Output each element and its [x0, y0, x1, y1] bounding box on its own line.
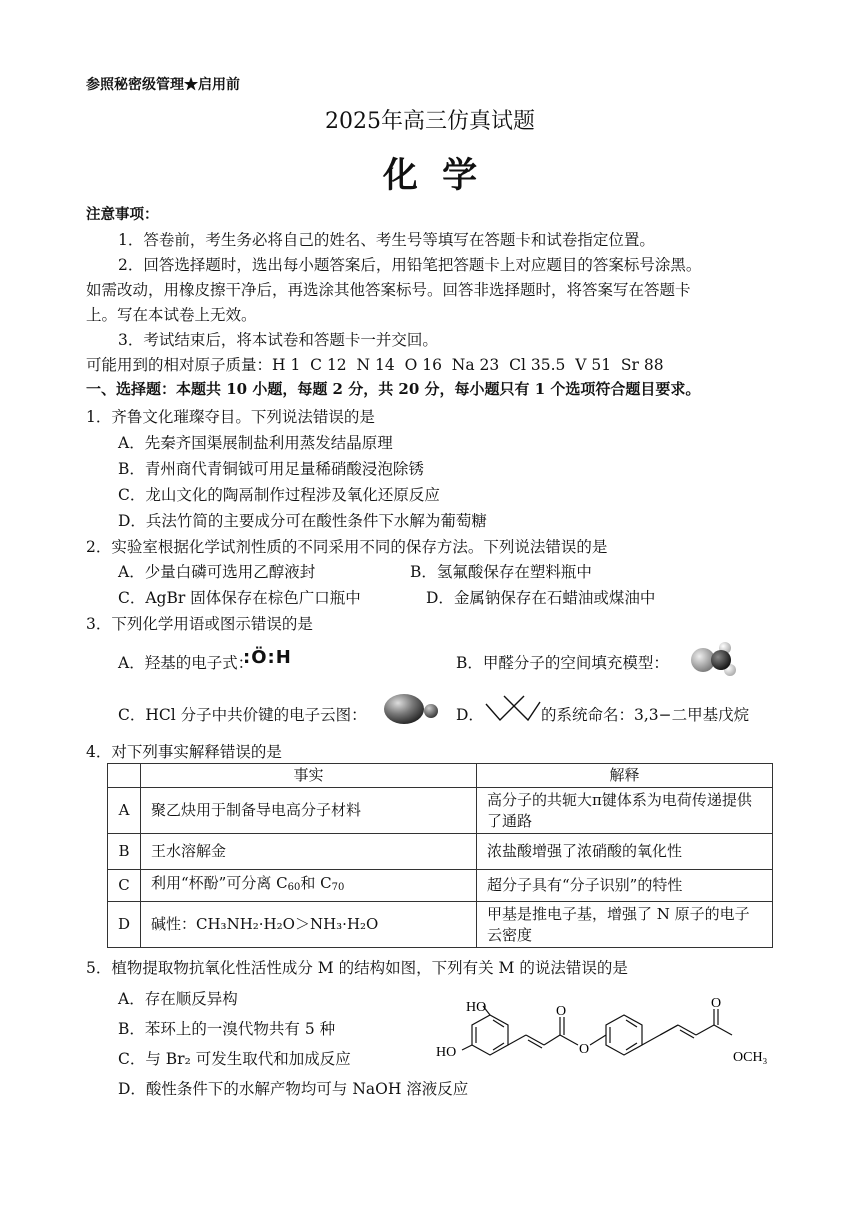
q3-option-c: C．HCl 分子中共价键的电子云图： — [118, 706, 367, 724]
row-fact: 王水溶解金 — [141, 834, 477, 870]
q3-option-a: A．羟基的电子式： — [118, 654, 254, 672]
row-fact — [141, 870, 477, 902]
q2-option-c: C．AgBr 固体保存在棕色广口瓶中 — [118, 589, 361, 607]
ho-label-top: HO — [466, 1000, 487, 1015]
q2-option-d: D．金属钠保存在石蜡油或煤油中 — [426, 589, 656, 607]
row-letter: A — [108, 788, 141, 834]
formaldehyde-space-filling-model — [688, 640, 740, 680]
row-letter: B — [108, 834, 141, 870]
carbonyl-o-label: O — [556, 1004, 567, 1019]
skeletal-formula-image — [484, 694, 542, 726]
header-reason: 解释 — [477, 764, 773, 788]
q3-stem: 3．下列化学用语或图示错误的是 — [86, 615, 313, 633]
notes-item-3: 3．考试结束后，将本试卷和答题卡一并交回。 — [118, 331, 438, 349]
q3-option-b: B．甲醛分子的空间填充模型： — [456, 654, 669, 672]
q5-option-b: B．苯环上的一溴代物共有 5 种 — [118, 1020, 336, 1038]
notes-heading: 注意事项： — [86, 206, 159, 223]
q4-table — [107, 763, 773, 948]
subscript: 60 — [287, 882, 301, 893]
notes-item-2-line1: 2．回答选择题时，选出每小题答案后，用铅笔把答题卡上对应题目的答案标号涂黑。 — [118, 256, 702, 274]
q5-stem: 5．植物提取物抗氧化性活性成分 M 的结构如图，下列有关 M 的说法错误的是 — [86, 959, 628, 977]
header-fact: 事实 — [141, 764, 477, 788]
q3-option-d-suffix: 的系统命名：3,3−二甲基戊烷 — [541, 706, 750, 724]
notes-item-1: 1．答卷前，考生务必将自己的姓名、考生号等填写在答题卡和试卷指定位置。 — [118, 231, 655, 249]
row-fact: 碱性：CH₃NH₂·H₂O＞NH₃·H₂O — [141, 902, 477, 948]
q1-option-c: C．龙山文化的陶鬲制作过程涉及氧化还原反应 — [118, 486, 440, 504]
notes-item-2-line3: 上。写在本试卷上无效。 — [86, 306, 257, 324]
q2-option-a: A．少量白磷可选用乙醇液封 — [118, 563, 316, 581]
row-reason: 甲基是推电子基，增强了 N 原子的电子云密度 — [477, 902, 773, 948]
header-blank — [108, 764, 141, 788]
table-row — [108, 788, 773, 834]
row-reason: 超分子具有“分子识别”的特性 — [477, 870, 773, 902]
q1-option-a: A．先秦齐国渠展制盐利用蒸发结晶原理 — [118, 434, 393, 452]
carbonyl-o-label-2: O — [711, 996, 722, 1011]
q5-option-d: D．酸性条件下的水解产物均可与 NaOH 溶液反应 — [118, 1080, 469, 1098]
hcl-electron-cloud-image — [380, 689, 444, 729]
compound-m-structure — [430, 995, 775, 1075]
q5-option-c: C．与 Br₂ 可发生取代和加成反应 — [118, 1050, 351, 1068]
q5-option-a: A．存在顺反异构 — [118, 990, 238, 1008]
row-letter: C — [108, 870, 141, 902]
q1-option-b: B．青州商代青铜钺可用足量稀硝酸浸泡除锈 — [118, 460, 424, 478]
row-fact-text: 利用“杯酚”可分离 C — [151, 874, 288, 892]
table-row — [108, 834, 773, 870]
q1-stem: 1．齐鲁文化璀璨夺目。下列说法错误的是 — [86, 408, 375, 426]
table-row — [108, 902, 773, 948]
q3-option-d-prefix: D． — [456, 706, 484, 724]
exam-title: 2025年高三仿真试题 — [325, 109, 535, 134]
subscript: 70 — [331, 882, 345, 893]
q2-option-b: B．氢氟酸保存在塑料瓶中 — [410, 563, 592, 581]
section1-heading: 一、选择题：本题共 10 小题，每题 2 分，共 20 分，每小题只有 1 个选项符合题目要求。 — [86, 380, 701, 398]
subject-title: 化 学 — [382, 155, 478, 196]
table-row — [108, 870, 773, 902]
row-reason: 高分子的共轭大π键体系为电荷传递提供了通路 — [477, 788, 773, 834]
row-reason: 浓盐酸增强了浓硝酸的氧化性 — [477, 834, 773, 870]
row-fact: 聚乙炔用于制备导电高分子材料 — [141, 788, 477, 834]
hydroxyl-electron-formula: :Ö:H — [243, 647, 292, 668]
notes-item-2-line2: 如需改动，用橡皮擦干净后，再选涂其他答案标号。回答非选择题时，将答案写在答题卡 — [86, 281, 691, 299]
methoxy-label: OCH₃ — [733, 1050, 768, 1065]
ho-label-bottom: HO — [436, 1045, 457, 1060]
row-letter: D — [108, 902, 141, 948]
ester-o-label: O — [579, 1042, 590, 1057]
atomic-masses: 可能用到的相对原子质量：H 1 C 12 N 14 O 16 Na 23 Cl 35.5 V 51 Sr 88 — [86, 356, 664, 374]
q4-stem: 4．对下列事实解释错误的是 — [86, 743, 282, 761]
q1-option-d: D．兵法竹简的主要成分可在酸性条件下水解为葡萄糖 — [118, 512, 487, 530]
q2-stem: 2．实验室根据化学试剂性质的不同采用不同的保存方法。下列说法错误的是 — [86, 538, 608, 556]
table-header-row — [108, 764, 773, 788]
row-fact-text: 和 C — [300, 874, 332, 892]
secret-label: 参照秘密级管理★启用前 — [86, 77, 240, 93]
